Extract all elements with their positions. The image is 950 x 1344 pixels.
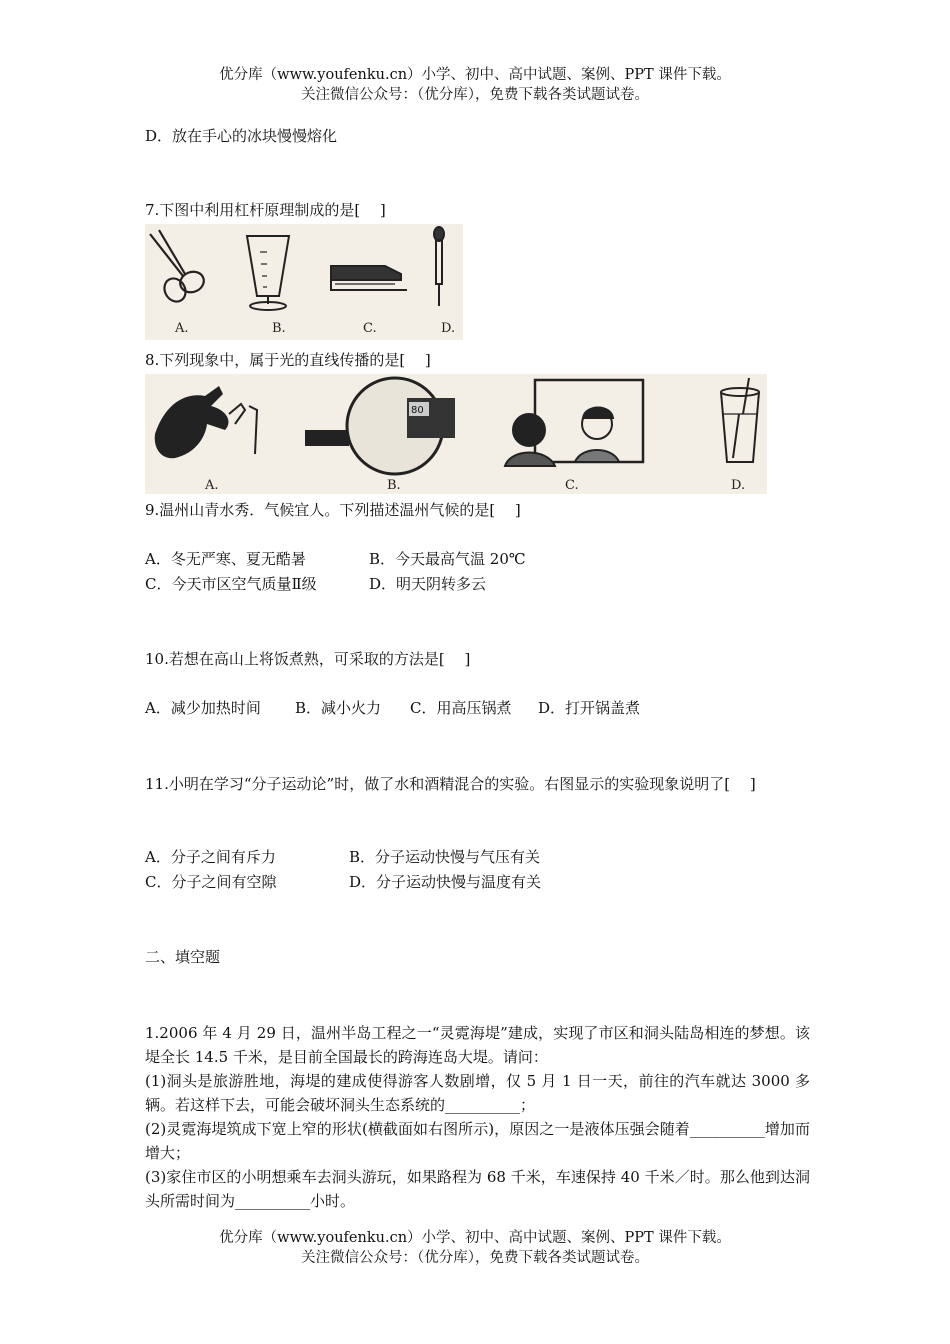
q9-stem: 9.温州山青水秀．气候宜人。下列描述温州气候的是[ ] [145, 501, 521, 519]
q11-option-b: B．分子运动快慢与气压有关 [349, 848, 541, 866]
page-footer-line-1: 优分库（www.youfenku.cn）小学、初中、高中试题、案例、PPT 课件下载。 [219, 1230, 731, 1246]
fill-q1-part-3: (3)家住市区的小明想乘车去洞头游玩，如果路程为 68 千米，车速保持 40 千米／时。那么他到达洞头所需时间为__________小时。 [145, 1168, 810, 1210]
scissors-icon [150, 230, 207, 305]
q8-label-d: D. [731, 478, 746, 493]
hand-shadow-icon [155, 386, 257, 458]
q10-stem: 10.若想在高山上将饭煮熟，可采取的方法是[ ] [145, 650, 471, 668]
mirror-reflection-icon [505, 380, 643, 466]
q7-label-b: B. [272, 321, 286, 336]
q9-option-d: D．明天阴转多云 [369, 575, 487, 593]
q10-option-c: C．用高压锅煮 [410, 699, 512, 717]
q9-options-row-2 [145, 574, 486, 594]
q10-option-a: A．减少加热时间 [145, 699, 261, 717]
q11-option-a: A．分子之间有斥力 [145, 848, 276, 866]
q7-stem: 7.下图中利用杠杆原理制成的是[ ] [145, 201, 386, 219]
page-footer-line-2: 关注微信公众号：（优分库），免费下载各类试题试卷。 [301, 1250, 649, 1266]
measuring-cup-icon [247, 236, 289, 310]
section-2-title: 二、填空题 [145, 948, 221, 966]
q7-figure [145, 224, 463, 340]
magnifier-number: 80 [411, 405, 424, 416]
q7-label-d: D. [441, 321, 456, 336]
fill-q1-part-2: (2)灵霓海堤筑成下宽上窄的形状(横截面如右图所示)，原因之一是液体压强会随着__________增加而增大； [145, 1120, 810, 1162]
q11-options-row-2 [145, 872, 541, 892]
fill-q1 [145, 1021, 810, 1213]
page-header-line-2: 关注微信公众号：（优分库），免费下载各类试题试卷。 [301, 87, 649, 103]
q10-option-d: D．打开锅盖煮 [538, 699, 641, 717]
q11-option-d: D．分子运动快慢与温度有关 [349, 873, 542, 891]
page-header-line-1: 优分库（www.youfenku.cn）小学、初中、高中试题、案例、PPT 课件下载。 [219, 67, 731, 83]
q8-label-c: C. [565, 478, 579, 493]
q9-option-c: C．今天市区空气质量Ⅱ级 [145, 575, 317, 593]
q10-option-b: B．减小火力 [295, 699, 382, 717]
q11-options-row-1 [145, 847, 540, 867]
q9-option-a: A．冬无严寒、夏无酷暑 [145, 550, 306, 568]
q11-option-c: C．分子之间有空隙 [145, 873, 277, 891]
straw-in-glass-icon [721, 378, 759, 462]
q9-option-b: B．今天最高气温 20℃ [369, 550, 526, 568]
q9-options-row-1 [145, 549, 526, 569]
q11-stem: 11.小明在学习“分子运动论”时，做了水和酒精混合的实验。右图显示的实验现象说明了[ ] [145, 775, 756, 793]
fill-q1-intro: 1.2006 年 4 月 29 日，温州半岛工程之一“灵霓海堤”建成，实现了市区和洞头陆岛相连的梦想。该堤全长 14.5 千米，是目前全国最长的跨海连岛大堤。请问： [145, 1024, 810, 1066]
fill-q1-part-1: (1)洞头是旅游胜地，海堤的建成使得游客人数剧增，仅 5 月 1 日一天，前往的汽车就达 3000 多辆。若这样下去，可能会破坏洞头生态系统的__________； [145, 1072, 810, 1114]
q8-label-b: B. [387, 478, 401, 493]
q10-options [145, 698, 640, 718]
q7-label-c: C. [363, 321, 377, 336]
q8-stem: 8.下列现象中，属于光的直线传播的是[ ] [145, 351, 431, 369]
stapler-icon [331, 266, 407, 290]
q6-option-d: D．放在手心的冰块慢慢熔化 [145, 127, 338, 145]
q8-figure [145, 374, 767, 494]
q7-label-a: A. [175, 321, 189, 336]
q8-label-a: A. [205, 478, 219, 493]
magnifier-icon [305, 378, 455, 474]
dropper-icon [434, 227, 444, 306]
